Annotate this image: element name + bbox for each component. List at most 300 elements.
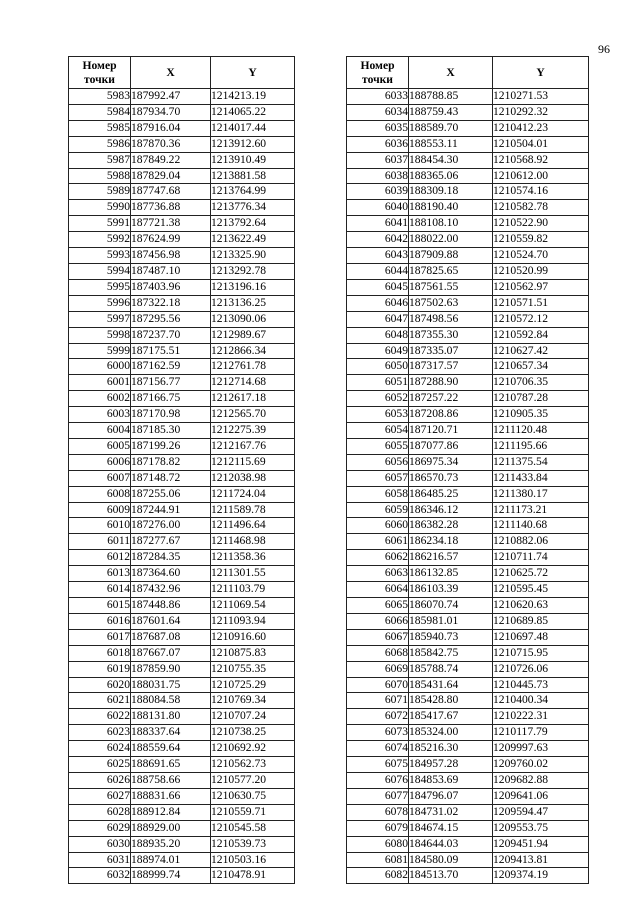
y-coordinate-cell: 1213776.34 — [211, 200, 295, 216]
point-number-cell: 6003 — [69, 407, 131, 423]
table-row — [69, 470, 295, 486]
table-row — [347, 263, 589, 279]
x-coordinate-cell: 187288.90 — [409, 375, 493, 391]
x-coordinate-cell: 188999.74 — [131, 868, 211, 884]
point-number-cell: 6013 — [69, 566, 131, 582]
y-coordinate-cell: 1211103.79 — [211, 582, 295, 598]
y-coordinate-cell: 1210522.90 — [493, 216, 589, 232]
point-number-cell: 6018 — [69, 645, 131, 661]
point-number-cell: 5992 — [69, 232, 131, 248]
table-row — [347, 820, 589, 836]
x-coordinate-cell: 188974.01 — [131, 852, 211, 868]
y-coordinate-cell: 1210445.73 — [493, 677, 589, 693]
y-coordinate-cell: 1209760.02 — [493, 757, 589, 773]
y-coordinate-cell: 1211140.68 — [493, 518, 589, 534]
point-number-cell: 5987 — [69, 152, 131, 168]
point-number-cell: 6019 — [69, 661, 131, 677]
table-row — [347, 709, 589, 725]
point-number-cell: 6068 — [347, 645, 409, 661]
x-coordinate-cell: 187747.68 — [131, 184, 211, 200]
point-number-cell: 5993 — [69, 248, 131, 264]
table-row — [347, 343, 589, 359]
coordinates-table-left — [68, 56, 295, 884]
table-row — [347, 248, 589, 264]
table-row — [69, 629, 295, 645]
table-row — [347, 836, 589, 852]
x-coordinate-cell: 187077.86 — [409, 438, 493, 454]
point-number-cell: 6032 — [69, 868, 131, 884]
table-row — [347, 136, 589, 152]
table-row — [69, 248, 295, 264]
x-coordinate-cell: 188131.80 — [131, 709, 211, 725]
x-coordinate-cell: 187992.47 — [131, 89, 211, 105]
point-number-cell: 6034 — [347, 104, 409, 120]
point-number-cell: 6059 — [347, 502, 409, 518]
y-coordinate-cell: 1210595.45 — [493, 582, 589, 598]
table-row — [69, 788, 295, 804]
x-coordinate-cell: 184580.09 — [409, 852, 493, 868]
y-coordinate-cell: 1211496.64 — [211, 518, 295, 534]
y-coordinate-cell: 1213910.49 — [211, 152, 295, 168]
table-row — [347, 645, 589, 661]
x-coordinate-cell: 187403.96 — [131, 279, 211, 295]
y-coordinate-cell: 1209413.81 — [493, 852, 589, 868]
point-number-cell: 5999 — [69, 343, 131, 359]
point-number-cell: 6052 — [347, 391, 409, 407]
table-row — [347, 311, 589, 327]
table-row — [347, 200, 589, 216]
table-row — [69, 184, 295, 200]
table-row — [347, 295, 589, 311]
point-number-cell: 6007 — [69, 470, 131, 486]
x-coordinate-cell: 186975.34 — [409, 454, 493, 470]
x-coordinate-cell: 187276.00 — [131, 518, 211, 534]
x-coordinate-cell: 188758.66 — [131, 772, 211, 788]
x-coordinate-cell: 188553.11 — [409, 136, 493, 152]
y-coordinate-cell: 1212714.68 — [211, 375, 295, 391]
y-coordinate-cell: 1210574.16 — [493, 184, 589, 200]
point-number-cell: 5997 — [69, 311, 131, 327]
point-number-cell: 5998 — [69, 327, 131, 343]
y-coordinate-cell: 1211093.94 — [211, 613, 295, 629]
x-coordinate-cell: 188022.00 — [409, 232, 493, 248]
y-coordinate-cell: 1212038.98 — [211, 470, 295, 486]
point-number-cell: 6055 — [347, 438, 409, 454]
y-coordinate-cell: 1213325.90 — [211, 248, 295, 264]
point-number-cell: 6005 — [69, 438, 131, 454]
x-coordinate-cell: 187185.30 — [131, 423, 211, 439]
table-row — [69, 168, 295, 184]
y-coordinate-cell: 1213292.78 — [211, 263, 295, 279]
point-number-cell: 6009 — [69, 502, 131, 518]
x-coordinate-cell: 188759.43 — [409, 104, 493, 120]
y-coordinate-cell: 1210271.53 — [493, 89, 589, 105]
point-number-cell: 6070 — [347, 677, 409, 693]
point-number-cell: 6008 — [69, 486, 131, 502]
y-coordinate-cell: 1213792.64 — [211, 216, 295, 232]
y-coordinate-cell: 1210572.12 — [493, 311, 589, 327]
y-coordinate-cell: 1209641.06 — [493, 788, 589, 804]
table-row — [69, 200, 295, 216]
point-number-cell: 6061 — [347, 534, 409, 550]
table-row — [347, 788, 589, 804]
table-row — [347, 582, 589, 598]
table-row — [69, 868, 295, 884]
x-coordinate-cell: 186216.57 — [409, 550, 493, 566]
x-coordinate-cell: 187322.18 — [131, 295, 211, 311]
y-coordinate-cell: 1213622.49 — [211, 232, 295, 248]
x-coordinate-cell: 187687.08 — [131, 629, 211, 645]
x-coordinate-cell: 187162.59 — [131, 359, 211, 375]
x-coordinate-cell: 187355.30 — [409, 327, 493, 343]
y-coordinate-cell: 1210400.34 — [493, 693, 589, 709]
table-row — [69, 375, 295, 391]
y-coordinate-cell: 1210882.06 — [493, 534, 589, 550]
x-coordinate-cell: 186070.74 — [409, 598, 493, 614]
y-coordinate-cell: 1210562.73 — [211, 757, 295, 773]
y-coordinate-cell: 1210755.35 — [211, 661, 295, 677]
table-row — [347, 232, 589, 248]
point-number-cell: 5988 — [69, 168, 131, 184]
point-number-cell: 6054 — [347, 423, 409, 439]
point-number-cell: 6011 — [69, 534, 131, 550]
y-header: Y — [493, 57, 589, 89]
point-number-cell: 6058 — [347, 486, 409, 502]
point-number-cell: 6056 — [347, 454, 409, 470]
x-coordinate-cell: 187199.26 — [131, 438, 211, 454]
x-coordinate-cell: 187667.07 — [131, 645, 211, 661]
x-coordinate-cell: 185417.67 — [409, 709, 493, 725]
table-row — [347, 661, 589, 677]
x-coordinate-cell: 186103.39 — [409, 582, 493, 598]
table-row — [69, 104, 295, 120]
x-coordinate-cell: 187916.04 — [131, 120, 211, 136]
x-header: X — [409, 57, 493, 89]
table-row — [69, 566, 295, 582]
y-coordinate-cell: 1209997.63 — [493, 741, 589, 757]
point-number-cell: 6040 — [347, 200, 409, 216]
x-coordinate-cell: 187237.70 — [131, 327, 211, 343]
y-coordinate-cell: 1210738.25 — [211, 725, 295, 741]
x-coordinate-cell: 187909.88 — [409, 248, 493, 264]
table-row — [69, 216, 295, 232]
point-number-cell: 6030 — [69, 836, 131, 852]
x-coordinate-cell: 187244.91 — [131, 502, 211, 518]
point-number-cell: 6047 — [347, 311, 409, 327]
x-coordinate-cell: 187295.56 — [131, 311, 211, 327]
x-coordinate-cell: 187156.77 — [131, 375, 211, 391]
point-number-cell: 5995 — [69, 279, 131, 295]
x-coordinate-cell: 184853.69 — [409, 772, 493, 788]
point-number-cell: 6073 — [347, 725, 409, 741]
x-coordinate-cell: 187208.86 — [409, 407, 493, 423]
table-row — [69, 772, 295, 788]
y-coordinate-cell: 1209451.94 — [493, 836, 589, 852]
y-coordinate-cell: 1210711.74 — [493, 550, 589, 566]
point-number-cell: 6028 — [69, 804, 131, 820]
table-row — [69, 279, 295, 295]
y-coordinate-cell: 1210520.99 — [493, 263, 589, 279]
y-coordinate-cell: 1211375.54 — [493, 454, 589, 470]
y-coordinate-cell: 1209374.19 — [493, 868, 589, 884]
y-coordinate-cell: 1210559.82 — [493, 232, 589, 248]
table-row — [69, 757, 295, 773]
x-coordinate-cell: 184513.70 — [409, 868, 493, 884]
point-number-cell: 6075 — [347, 757, 409, 773]
point-number-cell: 6074 — [347, 741, 409, 757]
x-coordinate-cell: 187255.06 — [131, 486, 211, 502]
page-number: 96 — [598, 42, 610, 56]
coordinates-table-right — [346, 56, 589, 884]
point-number-cell: 6064 — [347, 582, 409, 598]
y-coordinate-cell: 1210620.63 — [493, 598, 589, 614]
table-row — [69, 852, 295, 868]
y-coordinate-cell: 1214017.44 — [211, 120, 295, 136]
y-coordinate-cell: 1210689.85 — [493, 613, 589, 629]
x-coordinate-cell: 187736.88 — [131, 200, 211, 216]
x-coordinate-cell: 185842.75 — [409, 645, 493, 661]
table-row — [347, 725, 589, 741]
x-coordinate-cell: 187849.22 — [131, 152, 211, 168]
y-coordinate-cell: 1210692.92 — [211, 741, 295, 757]
y-coordinate-cell: 1213764.99 — [211, 184, 295, 200]
y-coordinate-cell: 1211195.66 — [493, 438, 589, 454]
y-coordinate-cell: 1213196.16 — [211, 279, 295, 295]
y-coordinate-cell: 1210545.58 — [211, 820, 295, 836]
table-row — [347, 423, 589, 439]
point-number-cell: 6039 — [347, 184, 409, 200]
table-row — [347, 454, 589, 470]
y-coordinate-cell: 1209594.47 — [493, 804, 589, 820]
point-number-cell: 6067 — [347, 629, 409, 645]
point-number-cell: 6021 — [69, 693, 131, 709]
table-row — [69, 152, 295, 168]
table-row — [69, 836, 295, 852]
table-row — [69, 613, 295, 629]
table-row — [347, 598, 589, 614]
x-coordinate-cell: 187448.86 — [131, 598, 211, 614]
point-number-cell: 6051 — [347, 375, 409, 391]
table-row — [347, 518, 589, 534]
y-coordinate-cell: 1210787.28 — [493, 391, 589, 407]
y-coordinate-cell: 1212866.34 — [211, 343, 295, 359]
point-number-cell: 6033 — [347, 89, 409, 105]
point-number-cell: 6020 — [69, 677, 131, 693]
table-row — [69, 486, 295, 502]
y-coordinate-cell: 1210222.31 — [493, 709, 589, 725]
point-number-cell: 6042 — [347, 232, 409, 248]
y-coordinate-cell: 1210630.75 — [211, 788, 295, 804]
y-coordinate-cell: 1210503.16 — [211, 852, 295, 868]
point-number-cell: 6022 — [69, 709, 131, 725]
x-coordinate-cell: 185324.00 — [409, 725, 493, 741]
point-number-cell: 6072 — [347, 709, 409, 725]
y-coordinate-cell: 1211358.36 — [211, 550, 295, 566]
x-coordinate-cell: 185428.80 — [409, 693, 493, 709]
point-number-cell: 6004 — [69, 423, 131, 439]
x-coordinate-cell: 187859.90 — [131, 661, 211, 677]
x-coordinate-cell: 186132.85 — [409, 566, 493, 582]
x-coordinate-cell: 184731.02 — [409, 804, 493, 820]
y-coordinate-cell: 1210524.70 — [493, 248, 589, 264]
point-number-cell: 6012 — [69, 550, 131, 566]
table-row — [69, 359, 295, 375]
table-row — [69, 502, 295, 518]
table-row — [347, 502, 589, 518]
point-number-cell: 5990 — [69, 200, 131, 216]
table-row — [69, 534, 295, 550]
y-coordinate-cell: 1211589.78 — [211, 502, 295, 518]
table-row — [69, 343, 295, 359]
point-number-cell: 6035 — [347, 120, 409, 136]
y-coordinate-cell: 1211173.21 — [493, 502, 589, 518]
y-coordinate-cell: 1210875.83 — [211, 645, 295, 661]
x-coordinate-cell: 187148.72 — [131, 470, 211, 486]
point-number-cell: 6080 — [347, 836, 409, 852]
table-row — [69, 518, 295, 534]
y-coordinate-cell: 1210577.20 — [211, 772, 295, 788]
table-row — [347, 470, 589, 486]
x-coordinate-cell: 188788.85 — [409, 89, 493, 105]
x-coordinate-cell: 188365.06 — [409, 168, 493, 184]
point-number-cell: 5989 — [69, 184, 131, 200]
y-coordinate-cell: 1212167.76 — [211, 438, 295, 454]
table-row — [69, 677, 295, 693]
x-coordinate-cell: 187829.04 — [131, 168, 211, 184]
table-row — [69, 89, 295, 105]
y-coordinate-cell: 1209553.75 — [493, 820, 589, 836]
x-coordinate-cell: 188559.64 — [131, 741, 211, 757]
table-row — [69, 693, 295, 709]
table-row — [347, 216, 589, 232]
table-row — [69, 550, 295, 566]
point-number-cell: 5986 — [69, 136, 131, 152]
x-coordinate-cell: 185788.74 — [409, 661, 493, 677]
point-number-cell: 6031 — [69, 852, 131, 868]
y-coordinate-cell: 1211069.54 — [211, 598, 295, 614]
x-coordinate-cell: 184644.03 — [409, 836, 493, 852]
point-number-cell: 6025 — [69, 757, 131, 773]
x-coordinate-cell: 187317.57 — [409, 359, 493, 375]
header-label-line1: Номер — [360, 58, 395, 72]
table-row — [69, 263, 295, 279]
table-row — [347, 359, 589, 375]
point-number-cell: 6078 — [347, 804, 409, 820]
table-row — [347, 852, 589, 868]
point-number-cell: 6049 — [347, 343, 409, 359]
y-coordinate-cell: 1213912.60 — [211, 136, 295, 152]
y-coordinate-cell: 1210412.23 — [493, 120, 589, 136]
table-row — [69, 454, 295, 470]
table-row — [347, 327, 589, 343]
table-row — [347, 391, 589, 407]
point-number-header — [347, 57, 409, 89]
y-coordinate-cell: 1210592.84 — [493, 327, 589, 343]
table-row — [347, 120, 589, 136]
table-row — [347, 534, 589, 550]
x-coordinate-cell: 185216.30 — [409, 741, 493, 757]
table-row — [347, 804, 589, 820]
table-row — [347, 677, 589, 693]
y-coordinate-cell: 1210117.79 — [493, 725, 589, 741]
point-number-cell: 6015 — [69, 598, 131, 614]
table-row — [347, 566, 589, 582]
x-header: X — [131, 57, 211, 89]
point-number-cell: 6076 — [347, 772, 409, 788]
table-row — [347, 279, 589, 295]
table-row — [69, 311, 295, 327]
x-coordinate-cell: 184957.28 — [409, 757, 493, 773]
y-coordinate-cell: 1211301.55 — [211, 566, 295, 582]
point-number-cell: 6062 — [347, 550, 409, 566]
y-coordinate-cell: 1210571.51 — [493, 295, 589, 311]
y-coordinate-cell: 1213881.58 — [211, 168, 295, 184]
point-number-cell: 6029 — [69, 820, 131, 836]
header-label-line2: точки — [362, 72, 393, 86]
y-coordinate-cell: 1214213.19 — [211, 89, 295, 105]
x-coordinate-cell: 188454.30 — [409, 152, 493, 168]
y-coordinate-cell: 1210627.42 — [493, 343, 589, 359]
y-coordinate-cell: 1211724.04 — [211, 486, 295, 502]
table-row — [69, 820, 295, 836]
y-coordinate-cell: 1212565.70 — [211, 407, 295, 423]
point-number-cell: 6046 — [347, 295, 409, 311]
y-coordinate-cell: 1213090.06 — [211, 311, 295, 327]
y-coordinate-cell: 1210916.60 — [211, 629, 295, 645]
y-coordinate-cell: 1210504.01 — [493, 136, 589, 152]
point-number-cell: 5991 — [69, 216, 131, 232]
point-number-cell: 6036 — [347, 136, 409, 152]
y-coordinate-cell: 1212761.78 — [211, 359, 295, 375]
point-number-cell: 6053 — [347, 407, 409, 423]
x-coordinate-cell: 187166.75 — [131, 391, 211, 407]
y-coordinate-cell: 1213136.25 — [211, 295, 295, 311]
x-coordinate-cell: 186234.18 — [409, 534, 493, 550]
y-coordinate-cell: 1214065.22 — [211, 104, 295, 120]
x-coordinate-cell: 188691.65 — [131, 757, 211, 773]
x-coordinate-cell: 187601.64 — [131, 613, 211, 629]
point-number-cell: 6044 — [347, 263, 409, 279]
y-coordinate-cell: 1210612.00 — [493, 168, 589, 184]
x-coordinate-cell: 184674.15 — [409, 820, 493, 836]
y-coordinate-cell: 1212275.39 — [211, 423, 295, 439]
table-header-row — [69, 57, 295, 89]
header-label-line1: Номер — [82, 58, 117, 72]
point-number-cell: 6050 — [347, 359, 409, 375]
x-coordinate-cell: 187170.98 — [131, 407, 211, 423]
x-coordinate-cell: 187120.71 — [409, 423, 493, 439]
table-row — [347, 168, 589, 184]
x-coordinate-cell: 187498.56 — [409, 311, 493, 327]
y-coordinate-cell: 1211120.48 — [493, 423, 589, 439]
y-coordinate-cell: 1209682.88 — [493, 772, 589, 788]
x-coordinate-cell: 187178.82 — [131, 454, 211, 470]
table-row — [69, 598, 295, 614]
y-coordinate-cell: 1210568.92 — [493, 152, 589, 168]
table-row — [347, 89, 589, 105]
point-number-cell: 5985 — [69, 120, 131, 136]
table-row — [347, 772, 589, 788]
point-number-cell: 6000 — [69, 359, 131, 375]
x-coordinate-cell: 187721.38 — [131, 216, 211, 232]
x-coordinate-cell: 188337.64 — [131, 725, 211, 741]
y-coordinate-cell: 1211380.17 — [493, 486, 589, 502]
point-number-cell: 6026 — [69, 772, 131, 788]
table-row — [69, 438, 295, 454]
x-coordinate-cell: 187561.55 — [409, 279, 493, 295]
x-coordinate-cell: 188190.40 — [409, 200, 493, 216]
x-coordinate-cell: 187364.60 — [131, 566, 211, 582]
